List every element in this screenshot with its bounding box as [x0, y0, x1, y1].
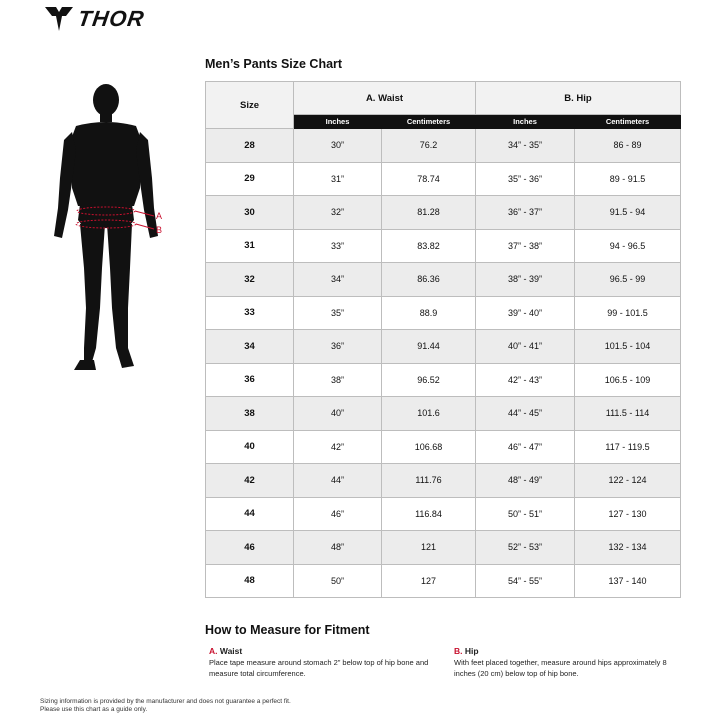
size-cell: 28 [206, 129, 294, 163]
waist-inches-cell: 46” [294, 497, 382, 531]
waist-cm-cell: 88.9 [382, 296, 476, 330]
table-row [206, 330, 681, 364]
hip-cm-cell: 86 - 89 [575, 129, 681, 163]
measure-hip-letter: B. [454, 646, 463, 656]
table-row [206, 196, 681, 230]
waist-inches-cell: 35” [294, 296, 382, 330]
header-hip: B. Hip [476, 82, 681, 115]
size-cell: 40 [206, 430, 294, 464]
size-cell: 38 [206, 397, 294, 431]
measure-waist [209, 646, 434, 679]
brand-logo [44, 4, 147, 34]
hip-inches-cell: 34” - 35” [476, 129, 575, 163]
waist-cm-cell: 91.44 [382, 330, 476, 364]
table-row [206, 263, 681, 297]
measure-waist-letter: A. [209, 646, 218, 656]
body-figure [44, 78, 174, 378]
table-row [206, 296, 681, 330]
size-table-body [206, 129, 681, 598]
waist-inches-cell: 31” [294, 162, 382, 196]
table-row [206, 430, 681, 464]
hip-inches-cell: 40” - 41” [476, 330, 575, 364]
table-row [206, 497, 681, 531]
measure-waist-text: Place tape measure around stomach 2” below top of hip bone and measure total circumference. [209, 658, 429, 678]
table-row [206, 129, 681, 163]
thor-logo-icon [44, 6, 74, 32]
hip-cm-cell: 111.5 - 114 [575, 397, 681, 431]
waist-inches-cell: 36” [294, 330, 382, 364]
marker-b: B [156, 225, 163, 235]
hip-inches-cell: 48” - 49” [476, 464, 575, 498]
size-cell: 32 [206, 263, 294, 297]
hip-inches-cell: 44” - 45” [476, 397, 575, 431]
hip-inches-cell: 50” - 51” [476, 497, 575, 531]
subheader-hip-inches: Inches [476, 115, 575, 129]
hip-inches-cell: 42” - 43” [476, 363, 575, 397]
chart-title: Men’s Pants Size Chart [205, 57, 343, 71]
size-cell: 44 [206, 497, 294, 531]
table-row [206, 397, 681, 431]
waist-inches-cell: 33” [294, 229, 382, 263]
hip-cm-cell: 91.5 - 94 [575, 196, 681, 230]
table-row [206, 564, 681, 598]
table-row [206, 531, 681, 565]
hip-inches-cell: 35” - 36” [476, 162, 575, 196]
hip-cm-cell: 99 - 101.5 [575, 296, 681, 330]
size-chart-table [205, 81, 681, 598]
waist-inches-cell: 44” [294, 464, 382, 498]
waist-inches-cell: 42” [294, 430, 382, 464]
subheader-hip-cm: Centimeters [575, 115, 681, 129]
measure-waist-label: Waist [219, 646, 243, 656]
hip-cm-cell: 122 - 124 [575, 464, 681, 498]
waist-inches-cell: 50” [294, 564, 382, 598]
hip-inches-cell: 38” - 39” [476, 263, 575, 297]
size-cell: 48 [206, 564, 294, 598]
header-waist: A. Waist [294, 82, 476, 115]
size-cell: 36 [206, 363, 294, 397]
waist-inches-cell: 40” [294, 397, 382, 431]
hip-cm-cell: 117 - 119.5 [575, 430, 681, 464]
waist-cm-cell: 121 [382, 531, 476, 565]
hip-cm-cell: 127 - 130 [575, 497, 681, 531]
hip-cm-cell: 96.5 - 99 [575, 263, 681, 297]
table-row [206, 229, 681, 263]
brand-name: THOR [76, 6, 147, 31]
waist-cm-cell: 86.36 [382, 263, 476, 297]
table-row [206, 363, 681, 397]
waist-inches-cell: 48” [294, 531, 382, 565]
waist-cm-cell: 76.2 [382, 129, 476, 163]
hip-cm-cell: 101.5 - 104 [575, 330, 681, 364]
hip-inches-cell: 52” - 53” [476, 531, 575, 565]
disclaimer-line-1: Sizing information is provided by the manufacturer and does not guarantee a perfect fit. [40, 698, 291, 705]
table-row [206, 464, 681, 498]
measure-hip-label: Hip [464, 646, 479, 656]
waist-inches-cell: 30” [294, 129, 382, 163]
waist-cm-cell: 83.82 [382, 229, 476, 263]
disclaimer [40, 698, 291, 715]
waist-inches-cell: 32” [294, 196, 382, 230]
size-cell: 46 [206, 531, 294, 565]
waist-cm-cell: 96.52 [382, 363, 476, 397]
measure-hip [454, 646, 679, 679]
measure-hip-text: With feet placed together, measure around hips approximately 8 inches (20 cm) below top of hip bone. [454, 658, 667, 678]
waist-cm-cell: 111.76 [382, 464, 476, 498]
hip-inches-cell: 54” - 55” [476, 564, 575, 598]
hip-inches-cell: 37” - 38” [476, 229, 575, 263]
hip-cm-cell: 89 - 91.5 [575, 162, 681, 196]
waist-cm-cell: 116.84 [382, 497, 476, 531]
waist-cm-cell: 78.74 [382, 162, 476, 196]
subheader-waist-cm: Centimeters [382, 115, 476, 129]
disclaimer-line-2: Please use this chart as a guide only. [40, 706, 148, 714]
size-cell: 33 [206, 296, 294, 330]
header-size: Size [206, 82, 294, 129]
waist-cm-cell: 106.68 [382, 430, 476, 464]
marker-a: A [156, 211, 163, 221]
waist-inches-cell: 38” [294, 363, 382, 397]
hip-cm-cell: 137 - 140 [575, 564, 681, 598]
measure-waist-heading [209, 646, 434, 657]
hip-cm-cell: 94 - 96.5 [575, 229, 681, 263]
waist-inches-cell: 34” [294, 263, 382, 297]
waist-cm-cell: 101.6 [382, 397, 476, 431]
hip-inches-cell: 46” - 47” [476, 430, 575, 464]
size-cell: 29 [206, 162, 294, 196]
size-cell: 31 [206, 229, 294, 263]
measure-title: How to Measure for Fitment [205, 623, 370, 637]
hip-cm-cell: 132 - 134 [575, 531, 681, 565]
hip-cm-cell: 106.5 - 109 [575, 363, 681, 397]
table-row [206, 162, 681, 196]
waist-cm-cell: 127 [382, 564, 476, 598]
size-cell: 42 [206, 464, 294, 498]
hip-inches-cell: 36” - 37” [476, 196, 575, 230]
measure-hip-heading [454, 646, 679, 657]
size-cell: 34 [206, 330, 294, 364]
hip-inches-cell: 39” - 40” [476, 296, 575, 330]
size-cell: 30 [206, 196, 294, 230]
silhouette [54, 84, 158, 370]
subheader-waist-inches: Inches [294, 115, 382, 129]
waist-cm-cell: 81.28 [382, 196, 476, 230]
